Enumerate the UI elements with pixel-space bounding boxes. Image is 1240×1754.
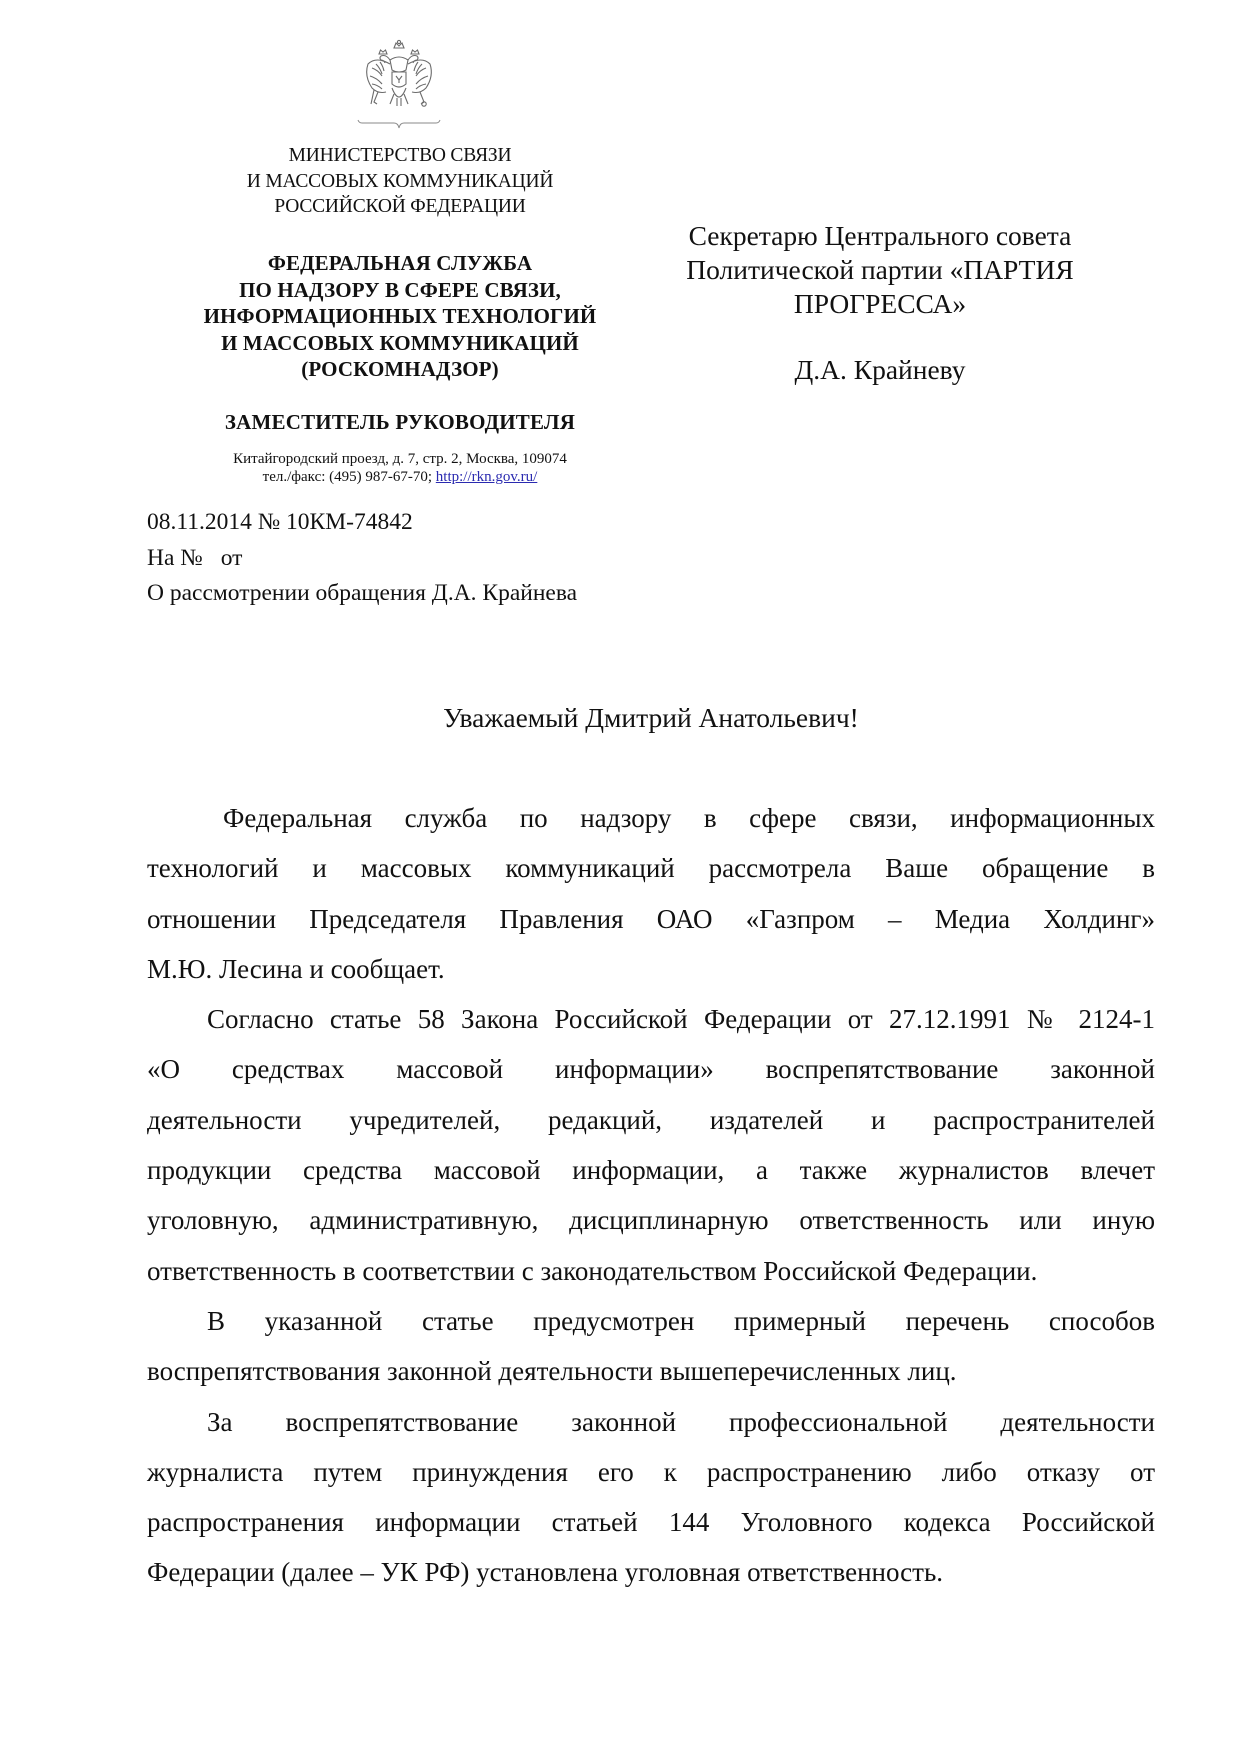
position-title: ЗАМЕСТИТЕЛЬ РУКОВОДИТЕЛЯ (224, 410, 576, 434)
body-line: воспрепятствования законной деятельности вышеперечисленных лиц. (147, 1356, 957, 1387)
letter-body (147, 800, 1155, 1605)
body-line: М.Ю. Лесина и сообщает. (147, 953, 445, 984)
body-line: отношении Председателя Правления ОАО «Газпром – Медиа Холдинг» (147, 903, 1155, 934)
website-link[interactable]: http://rkn.gov.ru/ (435, 468, 538, 485)
body-line: За воспрепятствование законной профессиональной деятельности (207, 1406, 1155, 1437)
body-line: «О средствах массовой информации» воспрепятствование законной (147, 1054, 1155, 1085)
body-line: Согласно статье 58 Закона Российской Федерации от 27.12.1991 № 2124-1 (207, 1004, 1155, 1035)
in-reply-line (147, 541, 577, 577)
paragraph (147, 1001, 1155, 1303)
agency-header (160, 250, 640, 383)
contact-block (180, 451, 620, 486)
agency-line: (РОСКОМНАДЗОР) (301, 357, 499, 381)
body-line: уголовную, административную, дисциплинарную ответственность или иную (147, 1205, 1155, 1236)
russian-coat-of-arms-icon (356, 38, 442, 130)
phone-fax: тел./факс: (495) 987-67-70; (262, 468, 436, 485)
body-line: Федеральная служба по надзору в сфере связи, информационных (223, 803, 1155, 833)
outgoing-date-number: 08.11.2014 № 10КМ-74842 (147, 509, 413, 535)
recipient-line: Секретарю Центрального совета (688, 220, 1072, 251)
paragraph (147, 1303, 1155, 1404)
phone-line (180, 469, 620, 487)
recipient-line: Политической партии «ПАРТИЯ (686, 254, 1074, 285)
body-line: технологий и массовых коммуникаций рассмотрела Ваше обращение в (147, 853, 1155, 884)
body-line: Федерации (далее – УК РФ) установлена уголовная ответственность. (147, 1557, 944, 1588)
body-line: деятельности учредителей, редакций, издателей и распространителей (147, 1104, 1155, 1135)
body-line: журналиста путем принуждения его к распространению либо отказу от (147, 1456, 1155, 1487)
paragraph (147, 1404, 1155, 1605)
body-line: В указанной статье предусмотрен примерный перечень способов (207, 1305, 1155, 1336)
agency-line: И МАССОВЫХ КОММУНИКАЦИЙ (221, 330, 579, 355)
agency-line: ПО НАДЗОРУ В СФЕРЕ СВЯЗИ, (239, 277, 561, 302)
ministry-line: МИНИСТЕРСТВО СВЯЗИ (288, 145, 512, 166)
body-line: распространения информации статьей 144 Уголовного кодекса Российской (147, 1507, 1155, 1538)
in-reply-label: На № (147, 544, 203, 571)
agency-line: ИНФОРМАЦИОННЫХ ТЕХНОЛОГИЙ (203, 304, 597, 328)
paragraph (147, 800, 1155, 1001)
salutation: Уважаемый Дмитрий Анатольевич! (443, 702, 859, 733)
recipient-name: Д.А. Крайневу (794, 354, 966, 385)
reference-block (147, 505, 577, 612)
recipient-block (660, 219, 1100, 321)
body-line: ответственность в соответствии с законодательством Российской Федерации. (147, 1255, 1038, 1286)
body-line: продукции средства массовой информации, а также журналистов влечет (147, 1155, 1155, 1186)
letter-subject: О рассмотрении обращения Д.А. Крайнева (147, 580, 578, 606)
ministry-line: РОССИЙСКОЙ ФЕДЕРАЦИИ (274, 196, 526, 217)
recipient-line: ПРОГРЕССА» (793, 288, 967, 319)
agency-line: ФЕДЕРАЛЬНАЯ СЛУЖБА (267, 251, 533, 275)
ministry-line: И МАССОВЫХ КОММУНИКАЦИЙ (246, 170, 554, 192)
in-reply-from: от (220, 544, 243, 571)
postal-address: Китайгородский проезд, д. 7, стр. 2, Москва, 109074 (233, 451, 567, 467)
ministry-header (180, 143, 620, 220)
